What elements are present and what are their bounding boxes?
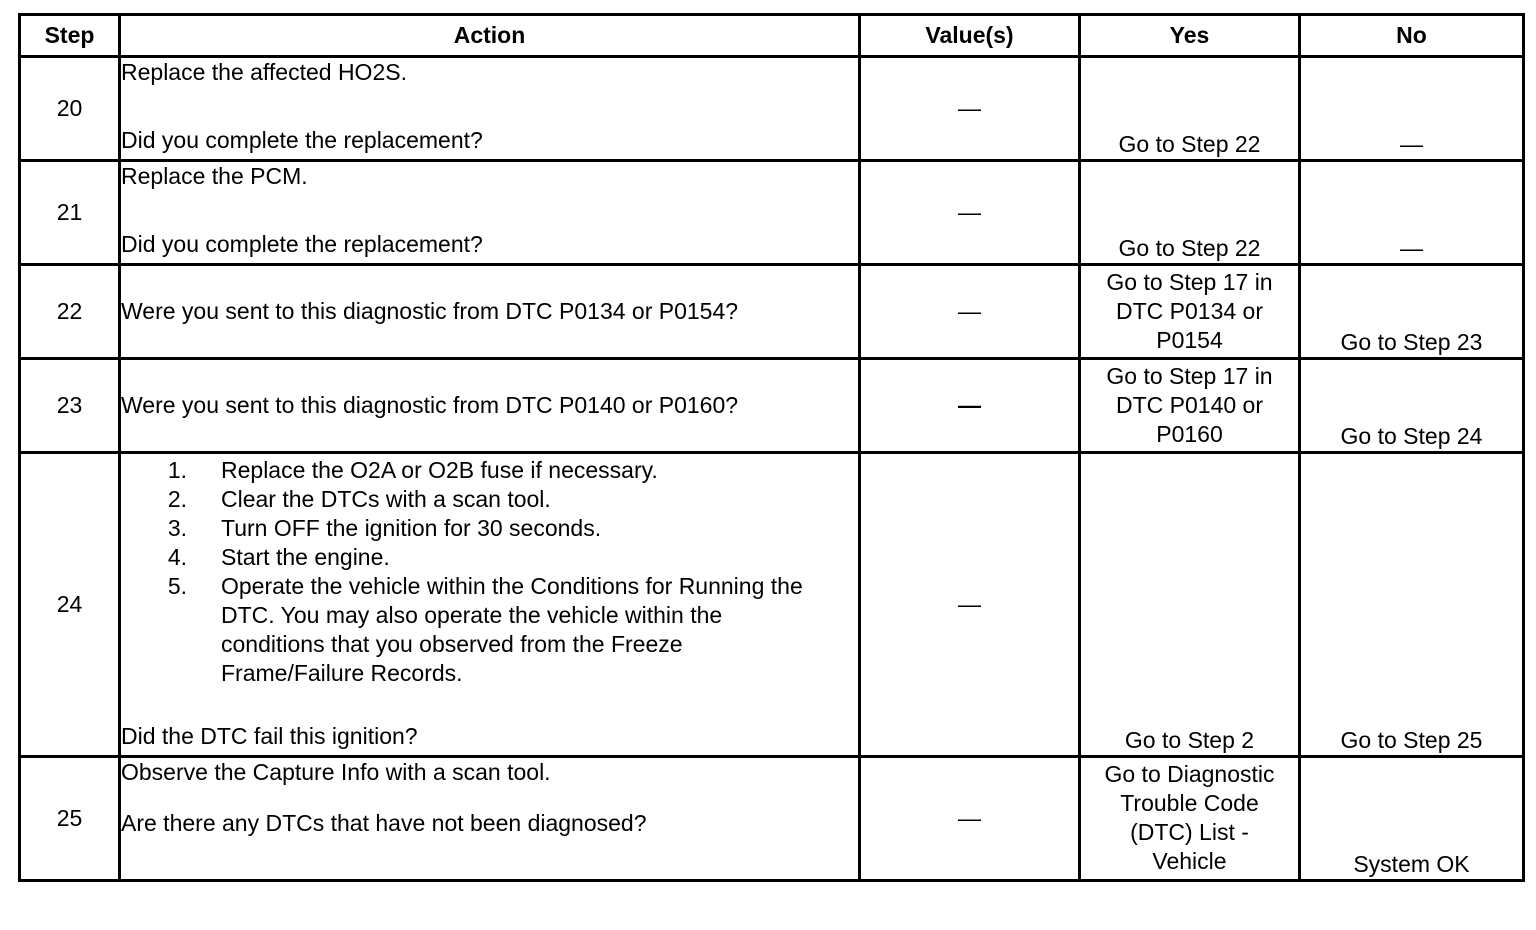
table-row (20, 57, 1524, 161)
question-text: Did you complete the replacement? (121, 127, 483, 153)
substep-text: Replace the O2A or O2B fuse if necessary. (221, 457, 658, 483)
step-number: 24 (20, 453, 120, 757)
yes-cell: Go to Step 22 (1080, 161, 1300, 265)
question-text: Were you sent to this diagnostic from DTC P0134 or P0154? (120, 265, 860, 359)
header-no: No (1300, 15, 1524, 57)
value-cell: — (860, 757, 1080, 881)
action-text: Replace the affected HO2S. (121, 59, 407, 85)
substep-number: 5. (167, 573, 187, 599)
no-cell: — (1300, 57, 1524, 161)
yes-cell: Go to Step 17 in DTC P0140 or P0160 (1080, 359, 1300, 453)
substep-number: 3. (167, 515, 187, 541)
value-cell: — (860, 359, 1080, 453)
substep-text: Clear the DTCs with a scan tool. (221, 486, 551, 512)
value-cell: — (860, 161, 1080, 265)
header-row (20, 15, 1524, 57)
diagnostic-table (18, 13, 1525, 882)
yes-cell: Go to Step 22 (1080, 57, 1300, 161)
header-action: Action (120, 15, 860, 57)
no-cell: Go to Step 25 (1300, 453, 1524, 757)
step-number: 23 (20, 359, 120, 453)
table-row (20, 757, 1524, 881)
action-cell (120, 161, 860, 265)
no-cell: Go to Step 24 (1300, 359, 1524, 453)
action-cell (120, 57, 860, 161)
value-cell: — (860, 453, 1080, 757)
table-row (20, 265, 1524, 359)
yes-cell: Go to Step 2 (1080, 453, 1300, 757)
substep-text: Operate the vehicle within the Conditions for Running the DTC. You may also operate the vehicle within the conditions that you observed from the Freeze Frame/Failure Records. (221, 573, 803, 686)
no-cell: Go to Step 23 (1300, 265, 1524, 359)
table-row (20, 359, 1524, 453)
question-text: Did the DTC fail this ignition? (121, 723, 418, 749)
step-number: 20 (20, 57, 120, 161)
question-text: Did you complete the replacement? (121, 231, 483, 257)
list-item (121, 543, 858, 572)
yes-cell: Go to Step 17 in DTC P0134 or P0154 (1080, 265, 1300, 359)
action-cell (120, 453, 860, 757)
value-cell: — (860, 57, 1080, 161)
list-item (121, 572, 858, 688)
question-text: Were you sent to this diagnostic from DTC P0140 or P0160? (120, 359, 860, 453)
no-cell: — (1300, 161, 1524, 265)
no-cell: System OK (1300, 757, 1524, 881)
substep-list (121, 456, 858, 688)
header-yes: Yes (1080, 15, 1300, 57)
substep-text: Start the engine. (221, 544, 390, 570)
yes-cell: Go to Diagnostic Trouble Code (DTC) List - Vehicle (1080, 757, 1300, 881)
value-cell: — (860, 265, 1080, 359)
header-step: Step (20, 15, 120, 57)
action-cell (120, 757, 860, 881)
step-number: 25 (20, 757, 120, 881)
list-item (121, 514, 858, 543)
substep-number: 4. (167, 544, 187, 570)
table-row (20, 161, 1524, 265)
step-number: 22 (20, 265, 120, 359)
step-number: 21 (20, 161, 120, 265)
question-text: Are there any DTCs that have not been diagnosed? (121, 810, 647, 836)
action-text: Observe the Capture Info with a scan tool. (121, 759, 551, 785)
list-item (121, 456, 858, 485)
substep-number: 1. (167, 457, 187, 483)
action-text: Replace the PCM. (121, 163, 308, 189)
header-values: Value(s) (860, 15, 1080, 57)
table-row (20, 453, 1524, 757)
substep-text: Turn OFF the ignition for 30 seconds. (221, 515, 602, 541)
list-item (121, 485, 858, 514)
substep-number: 2. (167, 486, 187, 512)
